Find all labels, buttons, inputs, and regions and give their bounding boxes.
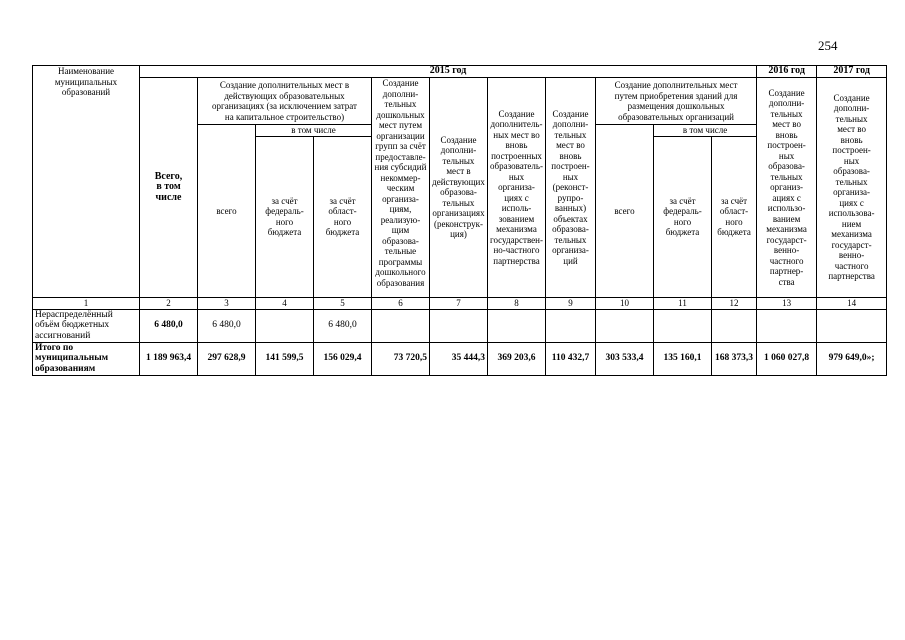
header-reg-a: за счёт област- ного бюджета [314,136,372,297]
cell: 110 432,7 [546,342,596,375]
cell: 369 203,6 [488,342,546,375]
header-col13: Создание дополни- тельных мест во вновь пострoен- ных образова- тельных организ- ациях с использо- ванием механизма государст- венно- частного партнер- ства [757,78,817,298]
col-number: 7 [430,297,488,309]
cell: 6 480,0 [140,309,198,342]
cell: 1 189 963,4 [140,342,198,375]
cell [654,309,712,342]
header-existing: Создание дополнительных мест в действующих образовательных организациях (за исключением затрат на капитальное строительство) [198,78,372,125]
col-number: 3 [198,297,256,309]
cell [546,309,596,342]
header-col8: Создание дополнитель- ных мест во вновь построенных образователь- ных организа- циях с исполь- зованием механизма государствен- но-частного партнерства [488,78,546,298]
page-number: 254 [818,38,838,53]
header-col14: Создание дополни- тельных мест во вновь пострoен- ных образова- тельных организа- циях с использова- нием механизма государст- венно- частного партнерства [817,78,887,298]
cell [757,309,817,342]
cell: 297 628,9 [198,342,256,375]
cell: 141 599,5 [256,342,314,375]
header-reg-b: за счёт област- ного бюджета [712,136,757,297]
table-row-total [33,342,887,375]
cell: 168 373,3 [712,342,757,375]
header-municipal: Наименование муниципальных образований [33,66,140,298]
col-number: 5 [314,297,372,309]
cell [372,309,430,342]
row-name: Итого по муниципальным образованиям [33,342,140,375]
header-purchase: Создание дополнительных мест путем приобретения зданий для размещения дошкольных образовательных организаций [596,78,757,125]
col-number: 14 [817,297,887,309]
budget-table [32,65,887,376]
cell: 1 060 027,8 [757,342,817,375]
header-year-2017: 2017 год [817,66,887,78]
header-year-2015: 2015 год [140,66,757,78]
year-header-row [33,66,887,78]
col-number: 13 [757,297,817,309]
header-all-b: всего [596,125,654,298]
col-number: 1 [33,297,140,309]
cell: 73 720,5 [372,342,430,375]
header-fed-b: за счёт федераль- ного бюджета [654,136,712,297]
cell [430,309,488,342]
cell [488,309,546,342]
header-total: Всего, в том числе [140,78,198,298]
col-number: 12 [712,297,757,309]
cell [817,309,887,342]
row-name: Нераспределённый объём бюджетных ассигнований [33,309,140,342]
cell: 35 444,3 [430,342,488,375]
header-col6: Создание дополни- тельных дошкольных мест путем организации групп за счёт предоставле- ния субсидий некоммер- ческим организа- циям, реализую- щим образова- тельные программы дошкольного образования [372,78,430,298]
table-row [33,309,887,342]
header-incl-b: в том числе [654,125,757,137]
header-all-a: всего [198,125,256,298]
col-number: 11 [654,297,712,309]
header-year-2016: 2016 год [757,66,817,78]
cell: 156 029,4 [314,342,372,375]
cell: 303 533,4 [596,342,654,375]
header-col9: Создание дополни- тельных мест во вновь пострoен- ных (реконст- рупро- ванных) объектах образова- тельных организа- ций [546,78,596,298]
group-header-row [33,78,887,125]
col-number: 10 [596,297,654,309]
col-number: 6 [372,297,430,309]
column-number-row [33,297,887,309]
cell [256,309,314,342]
cell: 6 480,0 [198,309,256,342]
col-number: 2 [140,297,198,309]
col-number: 8 [488,297,546,309]
col-number: 9 [546,297,596,309]
cell [596,309,654,342]
header-col7: Создание дополни- тельных мест в действующих образова- тельных организациях (реконструк- ция) [430,78,488,298]
header-incl-a: в том числе [256,125,372,137]
cell: 135 160,1 [654,342,712,375]
col-number: 4 [256,297,314,309]
cell: 979 649,0»; [817,342,887,375]
cell [712,309,757,342]
cell: 6 480,0 [314,309,372,342]
header-fed-a: за счёт федераль- ного бюджета [256,136,314,297]
